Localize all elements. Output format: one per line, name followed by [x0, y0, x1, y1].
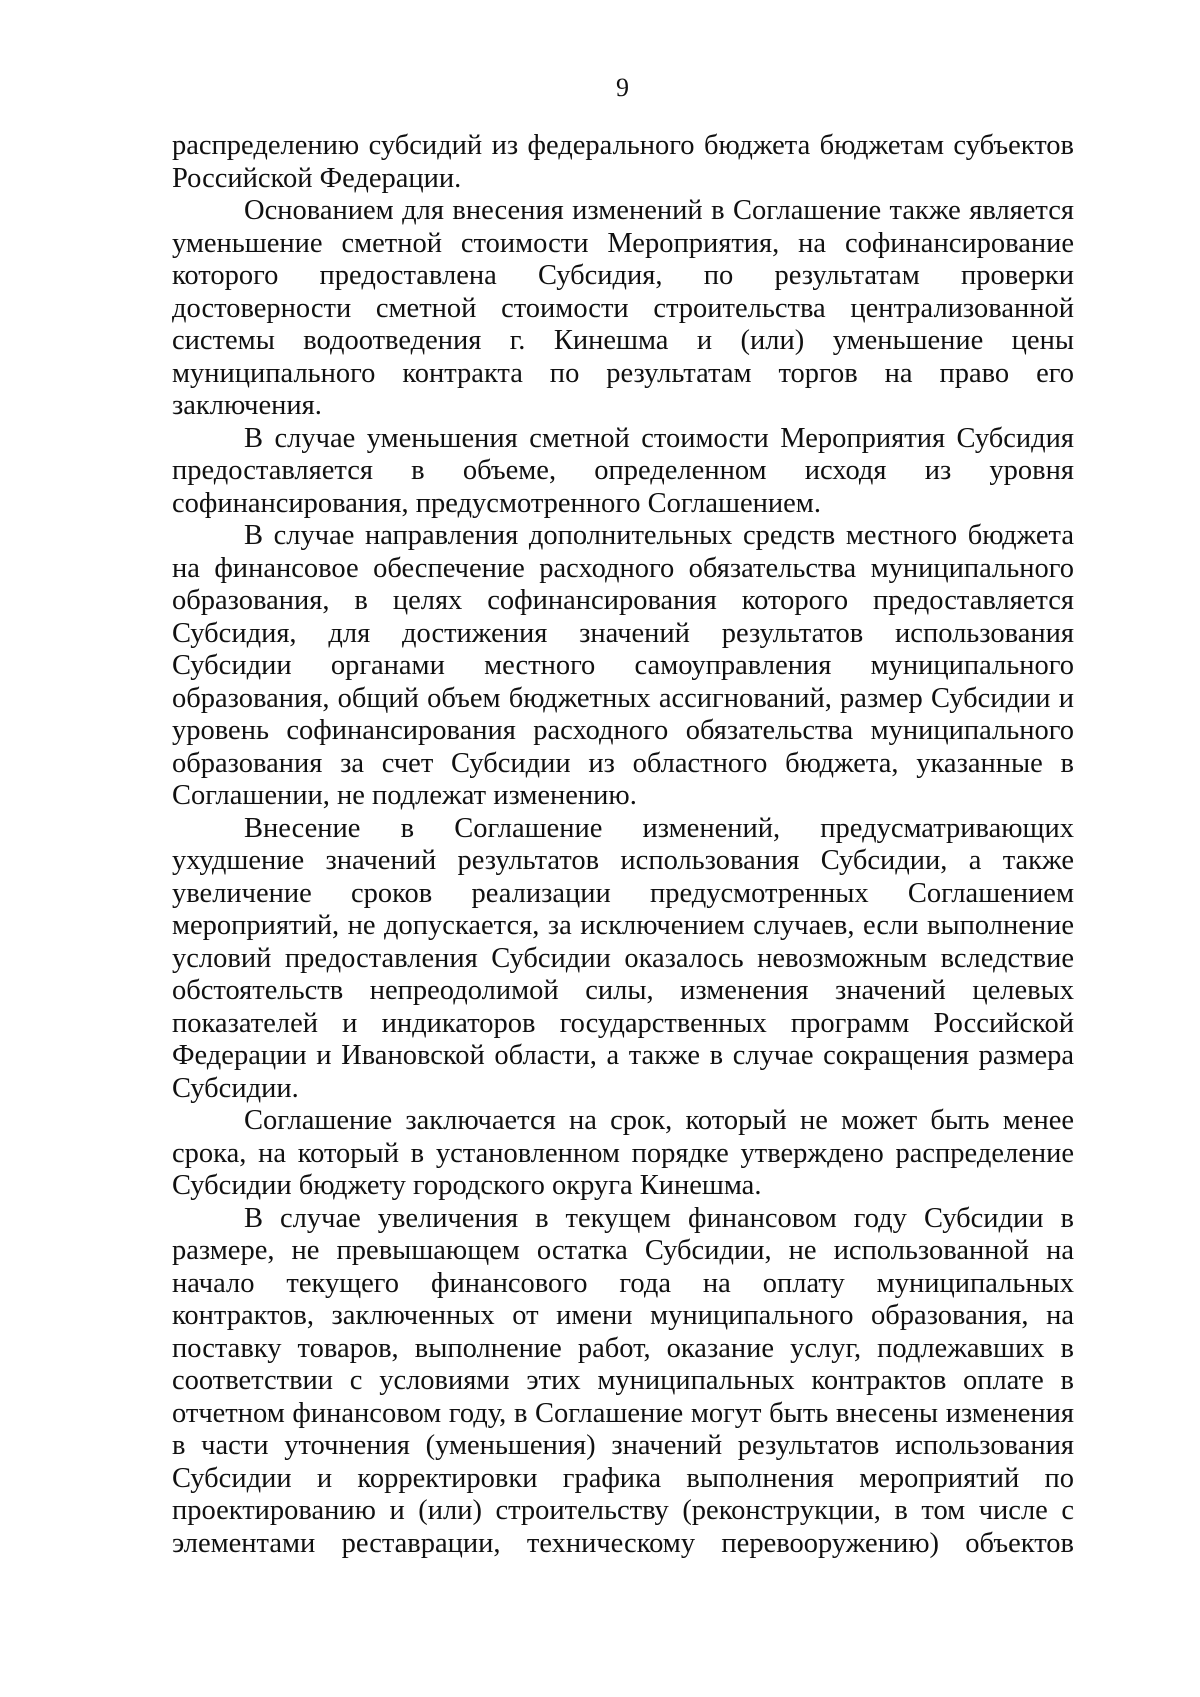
paragraph-amendment-restrictions: Внесение в Соглашение изменений, предусматривающих ухудшение значений результатов использования Субсидии, а также увеличение сроков реализации предусмотренных Соглашением мероприятий, не допускается, за исключением случаев, если выполнение условий предоставления Субсидии оказалось невозможным вследствие обстоятельств непреодолимой силы, изменения значений целевых показателей и индикаторов государственных программ Российской Федерации и Ивановской области, а также в случае сокращения размера Субсидии. [172, 812, 1074, 1104]
paragraph-amendment-grounds: Основанием для внесения изменений в Соглашение также является уменьшение сметной стоимости Мероприятия, на софинансирование которого предоставлена Субсидия, по результатам проверки достоверности сметной стоимости строительства централизованной системы водоотведения г. Кинешма и (или) уменьшение цены муниципального контракта по результатам торгов на право его заключения. [172, 195, 1074, 421]
paragraph-cost-reduction: В случае уменьшения сметной стоимости Мероприятия Субсидия предоставляется в объеме, определенном исходя из уровня софинансирования, предусмотренного Соглашением. [172, 422, 1074, 519]
paragraph-additional-funds: В случае направления дополнительных средств местного бюджета на финансовое обеспечение расходного обязательства муниципального образования, в целях софинансирования которого предоставляется Субсидия, для достижения значений результатов использования Субсидии органами местного самоуправления муниципального образования, общий объем бюджетных ассигнований, размер Субсидии и уровень софинансирования расходного обязательства муниципального образования за счет Субсидии из областного бюджета, указанные в Соглашении, не подлежат изменению. [172, 520, 1074, 811]
page-number: 9 [616, 73, 629, 102]
document-body [172, 130, 1074, 1560]
paragraph-subsidy-increase: В случае увеличения в текущем финансовом году Субсидии в размере, не превышающем остатка Субсидии, не использованной на начало текущего финансового года на оплату муниципальных контрактов, заключенных от имени муниципального образования, на поставку товаров, выполнение работ, оказание услуг, подлежавших в соответствии с условиями этих муниципальных контрактов оплате в отчетном финансовом году, в Соглашение могут быть внесены изменения в части уточнения (уменьшения) значений результатов использования Субсидии и корректировки графика выполнения мероприятий по проектированию и (или) строительству (реконструкции, в том числе с элементами реставрации, техническому перевооружению) объектов [172, 1202, 1074, 1559]
paragraph-continuation: распределению субсидий из федерального бюджета бюджетам субъектов Российской Федерации. [172, 130, 1074, 194]
paragraph-agreement-term: Соглашение заключается на срок, который не может быть менее срока, на который в установленном порядке утверждено распределение Субсидии бюджету городского округа Кинешма. [172, 1105, 1074, 1201]
